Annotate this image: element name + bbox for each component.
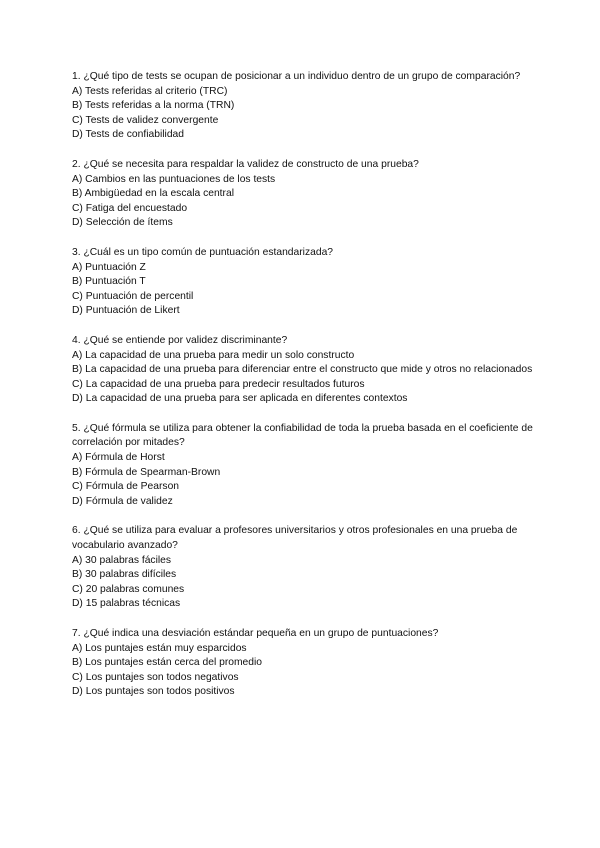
option-a: A) Tests referidas al criterio (TRC)	[72, 85, 228, 97]
question-text: 4. ¿Qué se entiende por validez discriminante?	[72, 334, 288, 346]
question-text: 6. ¿Qué se utiliza para evaluar a profesores universitarios y otros profesionales en una prueba de vocabulario avanzado?	[72, 525, 518, 552]
option-b: B) La capacidad de una prueba para diferenciar entre el constructo que mide y otros no relacionados	[72, 364, 533, 376]
option-a: A) Cambios en las puntuaciones de los tests	[72, 173, 276, 185]
option-d: D) Fórmula de validez	[72, 495, 173, 507]
option-b: B) Tests referidas a la norma (TRN)	[72, 100, 235, 112]
option-d: D) Los puntajes son todos positivos	[72, 686, 235, 698]
question-5	[72, 422, 534, 510]
option-b: B) Ambigüedad en la escala central	[72, 188, 234, 200]
option-d: D) 15 palabras técnicas	[72, 598, 181, 610]
option-d: D) La capacidad de una prueba para ser aplicada en diferentes contextos	[72, 393, 408, 405]
option-a: A) Los puntajes están muy esparcidos	[72, 642, 247, 654]
option-c: C) Tests de validez convergente	[72, 114, 219, 126]
question-text: 3. ¿Cuál es un tipo común de puntuación estandarizada?	[72, 246, 334, 258]
option-b: B) Los puntajes están cerca del promedio	[72, 657, 263, 669]
option-c: C) Puntuación de percentil	[72, 290, 194, 302]
option-d: D) Puntuación de Likert	[72, 305, 180, 317]
option-a: A) La capacidad de una prueba para medir un solo constructo	[72, 349, 355, 361]
option-d: D) Tests de confiabilidad	[72, 129, 184, 141]
question-text: 2. ¿Qué se necesita para respaldar la validez de constructo de una prueba?	[72, 158, 419, 170]
question-7	[72, 627, 534, 700]
document-page	[72, 70, 534, 715]
option-d: D) Selección de ítems	[72, 217, 173, 229]
option-a: A) 30 palabras fáciles	[72, 554, 172, 566]
option-c: C) Fórmula de Pearson	[72, 481, 180, 493]
option-c: C) Fatiga del encuestado	[72, 202, 188, 214]
question-6	[72, 524, 534, 612]
question-3	[72, 246, 534, 319]
option-a: A) Fórmula de Horst	[72, 452, 165, 464]
question-text: 1. ¿Qué tipo de tests se ocupan de posicionar a un individuo dentro de un grupo de comparación?	[72, 71, 521, 82]
option-a: A) Puntuación Z	[72, 261, 146, 273]
option-c: C) La capacidad de una prueba para predecir resultados futuros	[72, 378, 365, 390]
option-b: B) Fórmula de Spearman-Brown	[72, 466, 221, 478]
option-c: C) 20 palabras comunes	[72, 583, 185, 595]
question-4	[72, 334, 534, 407]
question-2	[72, 158, 534, 231]
option-c: C) Los puntajes son todos negativos	[72, 671, 239, 683]
question-text: 7. ¿Qué indica una desviación estándar pequeña en un grupo de puntuaciones?	[72, 628, 439, 639]
question-text: 5. ¿Qué fórmula se utiliza para obtener la confiabilidad de toda la prueba basada en el coeficiente de correlación por mitades?	[72, 422, 533, 449]
option-b: B) Puntuación T	[72, 276, 146, 288]
option-b: B) 30 palabras difíciles	[72, 569, 177, 581]
question-1	[72, 70, 534, 143]
